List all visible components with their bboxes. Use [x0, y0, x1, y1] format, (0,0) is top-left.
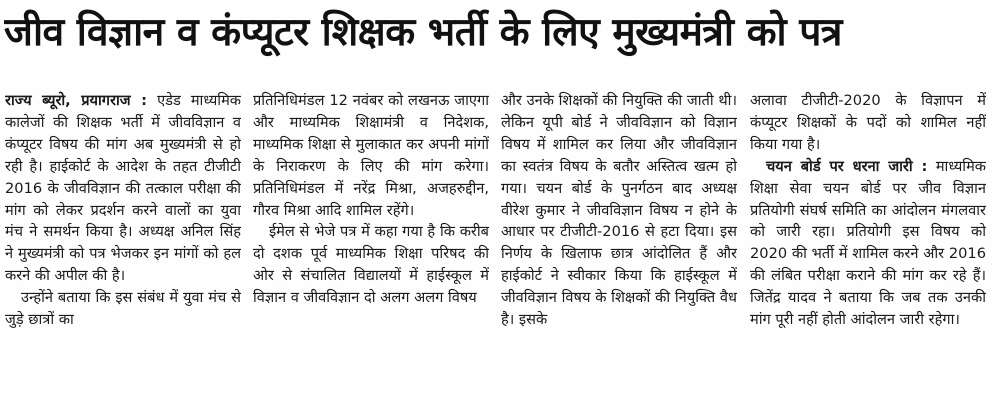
- column-4: [750, 90, 986, 408]
- paragraph: [5, 90, 241, 287]
- dateline: राज्य ब्यूरो, प्रयागराज :: [5, 92, 147, 109]
- paragraph: प्रतिनिधिमंडल 12 नवंबर को लखनऊ जाएगा और माध्यमिक शिक्षामंत्री व निदेशक, माध्यमिक शिक्षा से मुलाकात कर अपनी मांगों के निराकरण के लिए की मांग करेगा। प्रतिनिधिमंडल में नरेंद्र मिश्रा, अजहरुद्दीन, गौरव मिश्रा आदि शामिल रहेंगे।: [253, 92, 489, 219]
- column-1: [5, 90, 241, 408]
- paragraph: और उनके शिक्षकों की नियुक्ति की जाती थी। लेकिन यूपी बोर्ड ने जीवविज्ञान को विज्ञान विषय में शामिल कर लिया और जीवविज्ञान का स्वतंत्र विषय के बतौर अस्तित्व खत्म हो गया। चयन बोर्ड के पुनर्गठन बाद अध्यक्ष वीरेश कुमार ने जीवविज्ञान विषय न होने के आधार पर टीजीटी-2016 से हटा दिया। इस निर्णय के खिलाफ छात्र आंदोलित हैं और हाईकोर्ट ने स्वीकार किया कि हाईस्कूल में जीवविज्ञान विषय के शिक्षकों की नियुक्ति वैध है। इसके: [501, 92, 737, 329]
- paragraph-text: माध्यमिक शिक्षा सेवा चयन बोर्ड पर जीव विज्ञान प्रतियोगी संघर्ष समिति का आंदोलन मंगलवार को जारी रहा। प्रतियोगी इस विषय को 2020 की भर्ती में शामिल करने और 2016 की लंबित परीक्षा कराने की मांग कर रहे हैं। जितेंद्र यादव ने बताया कि जब तक उनकी मांग पूरी नहीं होती आंदोलन जारी रहेगा।: [750, 157, 986, 329]
- paragraph: ईमेल से भेजे पत्र में कहा गया है कि करीब दो दशक पूर्व माध्यमिक शिक्षा परिषद की ओर से संचालित विद्यालयों में हाईस्कूल में विज्ञान व जीवविज्ञान दो अलग अलग विषय: [253, 223, 489, 307]
- paragraph-text: एडेड माध्यमिक कालेजों की शिक्षक भर्ती में जीवविज्ञान व कंप्यूटर विषय की मांग अब मुख्यमंत्री से हो रही है। हाईकोर्ट के आदेश के तहत टीजीटी 2016 के जीवविज्ञान की तत्काल परीक्षा की मांग को लेकर प्रदर्शन करने वालों का युवा मंच ने समर्थन किया है। अध्यक्ष अनिल सिंह ने मुख्यमंत्री को पत्र भेजकर इन मांगों को हल करने की अपील की है।: [5, 92, 241, 285]
- column-3: [501, 90, 737, 408]
- paragraph: [750, 156, 986, 331]
- paragraph: उन्होंने बताया कि इस संबंध में युवा मंच से जुड़े छात्रों का: [5, 289, 241, 329]
- column-2: [253, 90, 489, 408]
- paragraph: अलावा टीजीटी-2020 के विज्ञापन में कंप्यूटर शिक्षकों के पदों को शामिल नहीं किया गया है।: [750, 92, 986, 153]
- headline: जीव विज्ञान व कंप्यूटर शिक्षक भर्ती के लिए मुख्यमंत्री को पत्र: [4, 10, 842, 55]
- subheading: चयन बोर्ड पर धरना जारी :: [766, 157, 928, 175]
